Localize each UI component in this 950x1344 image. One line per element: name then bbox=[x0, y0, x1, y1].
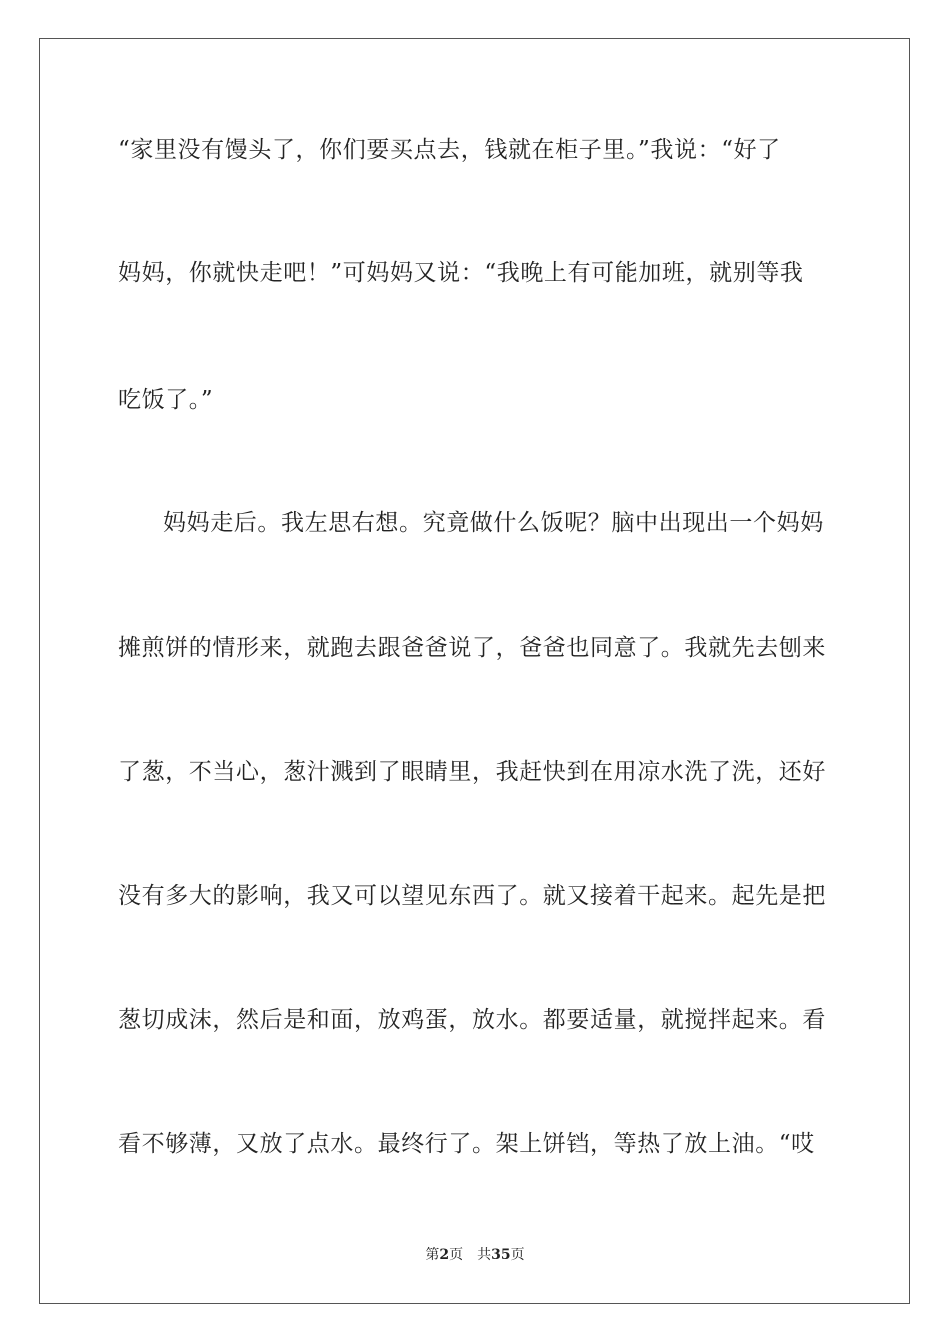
body-line: 吃饭了。” bbox=[118, 387, 214, 413]
page-number: 2 bbox=[439, 1247, 450, 1263]
page-prefix: 第 bbox=[425, 1247, 440, 1263]
total-pages: 35 bbox=[491, 1247, 511, 1263]
paragraph-start-line: 妈妈走后。我左思右想。究竟做什么饭呢？脑中出现出一个妈妈 bbox=[163, 510, 824, 536]
body-line: 了葱，不当心，葱汁溅到了眼睛里，我赶快到在用凉水洗了洗，还好 bbox=[118, 759, 826, 785]
page-footer bbox=[0, 1245, 950, 1265]
body-line: 没有多大的影响，我又可以望见东西了。就又接着干起来。起先是把 bbox=[118, 883, 826, 909]
body-line: “家里没有馒头了，你们要买点去，钱就在柜子里。”我说：“好了 bbox=[118, 137, 781, 163]
page-suffix: 页 bbox=[449, 1247, 464, 1263]
page-frame bbox=[39, 38, 910, 1304]
total-prefix: 共 bbox=[477, 1247, 492, 1263]
body-line: 妈妈，你就快走吧！”可妈妈又说：“我晚上有可能加班，就别等我 bbox=[118, 260, 804, 286]
body-line: 摊煎饼的情形来，就跑去跟爸爸说了，爸爸也同意了。我就先去刨来 bbox=[118, 635, 826, 661]
body-line: 看不够薄，又放了点水。最终行了。架上饼铛，等热了放上油。“哎 bbox=[118, 1131, 815, 1157]
total-suffix: 页 bbox=[510, 1247, 525, 1263]
body-line: 葱切成沫，然后是和面，放鸡蛋，放水。都要适量，就搅拌起来。看 bbox=[118, 1007, 826, 1033]
